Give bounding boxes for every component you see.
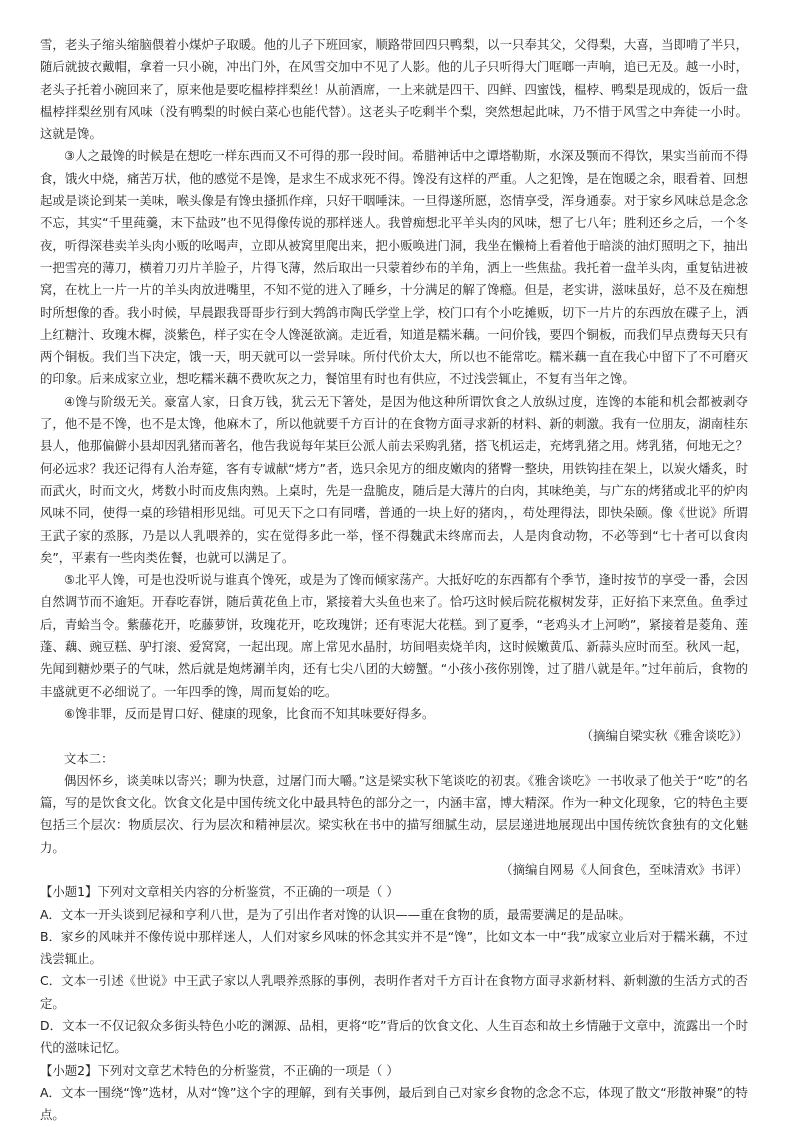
paragraph-6: ⑥馋非罪，反而是胃口好、健康的现象，比食而不知其味要好得多。 (64, 705, 435, 721)
question-2-stem: 【小题2】下列对文章艺术特色的分析鉴赏，不正确的一项是（ ） (40, 1062, 399, 1078)
source-citation-2: （摘编自网易《人间食色，至味清欢》书评） (500, 861, 748, 877)
question-1-stem: 【小题1】下列对文章相关内容的分析鉴赏，不正确的一项是（ ） (40, 884, 399, 900)
question-1-option-c: C．文本一引述《世说》中王武子家以人乳喂养烝豚的事例，表明作者对千方百计在食物方面寻求新材料、新刺激的生活方式的否定。 (40, 973, 748, 1011)
paragraph-3: ③人之最馋的时候是在想吃一样东西而又不可得的那一段时间。希腊神话中之谭塔勒斯，水深及颚而不得饮，果实当前而不得食，饿火中烧，痛苦万状，他的感觉不是馋，是求生不成求死不得。馋没有这样的严重。人之犯馋，是在饱暖之余，眼看着、回想起或是谈论到某一美味，喉头像是有馋虫搔抓作痒，只好干咽唾沫。一旦得遂所愿，恣情享受，浑身通泰。对于家乡风味总是念念不忘，其实“千里莼羹，末下盐豉”也不见得像传说的那样迷人。我曾痴想北平羊头肉的风味，想了七八年；胜利还乡之后，一个冬夜，听得深巷卖羊头肉小贩的吆喝声，立即从被窝里爬出来，把小贩唤进门洞，我坐在懒椅上看着他于暗淡的油灯照明之下，抽出一把雪亮的薄刀，横着刀刃片羊脸子，片得飞薄，然后取出一只蒙着纱布的羊角，洒上一些焦盐。我托着一盘羊头肉，重复钻进被窝，在枕上一片一片的羊头肉放进嘴里，不知不觉的进入了睡乡，十分满足的解了馋瘾。但是，老实讲，滋味虽好，总不及在痴想时所想像的香。我小时候，早晨跟我哥哥步行到大鹁鸽市陶氏学堂上学，校门口有个小吃摊贩，切下一片片的东西放在碟子上，洒上红糖汁、玫瑰木樨，淡紫色，样子实在令人馋涎欲滴。走近看，知道是糯米藕。一问价钱，要四个铜板，而我们早点费每天只有两个铜板。我们当下决定，饿一天，明天就可以一尝异味。所付代价太大，所以也不能常吃。糯米藕一直在我心中留下了不可磨灭的印象。后来成家立业，想吃糯米藕不费吹灰之力，餐馆里有时也有供应，不过浅尝辄止，不复有当年之馋。 (40, 148, 748, 387)
text2-paragraph: 偶因怀乡，谈美味以寄兴；聊为快意，过屠门而大嚼。”这是梁实秋下笔谈吃的初衷。《雅舍谈吃》一书收录了他关于“吃”的名篇，写的是饮食文化。饮食文化是中国传统文化中最具特色的部分之一，内涵丰富，博大精深。作为一种文化现象，它的特色主要包括三个层次：物质层次、行为层次和精神层次。梁实秋在书中的描写细腻生动，层层递进地展现出中国传统饮食独有的文化魅力。 (40, 772, 748, 855)
question-1-option-a: A．文本一开头谈到尼禄和亨利八世，是为了引出作者对馋的认识——重在食物的质，最需要满足的是品味。 (40, 906, 631, 922)
text2-label: 文本二： (64, 750, 114, 766)
question-2-option-a: A．文本一围绕“馋”选材，从对“馋”这个字的理解，到有关事例，最后到自己对家乡食物的念念不忘，体现了散文“形散神聚”的特点。 (40, 1084, 748, 1123)
question-1-option-d: D．文本一不仅记叙众多街头特色小吃的渊源、品相，更将“吃”背后的饮食文化、人生百态和故土乡情融于文章中，流露出一个时代的滋味记忆。 (40, 1018, 748, 1056)
document-page (40, 34, 748, 1127)
paragraph-5: ⑤北平人馋，可是也没听说与谁真个馋死，或是为了馋而倾家荡产。大抵好吃的东西都有个季节，逢时按节的享受一番，会因自然调节而不逾矩。开春吃春饼，随后黄花鱼上市，紧接着大头鱼也来了。恰巧这时候后院花椒树发芽，正好掐下来烹鱼。鱼季过后，青蛤当令。紫藤花开，吃藤萝饼，玫瑰花开，吃玫瑰饼；还有枣泥大花糕。到了夏季，“老鸡头才上河哟”，紧接着是菱角、莲蓬、藕、豌豆糕、驴打滚、爱窝窝，一起出现。席上常见水晶肘，坊间唱卖烧羊肉，这时候嫩黄瓜、新蒜头应时而至。秋风一起，先闻到糖炒栗子的气味，然后就是炮烤涮羊肉，还有七尖八团的大螃蟹。“小孩小孩你别馋，过了腊八就是年。”过年前后，食物的丰盛就更不必细说了。一年四季的馋，周而复始的吃。 (40, 572, 748, 699)
paragraph-4: ④馋与阶级无关。豪富人家，日食万钱，犹云无下箸处，是因为他这种所谓饮食之人放纵过度，连馋的本能和机会都被剥夺了，他不是不馋，也不是太馋，他麻木了，所以他就要千方百计的在食物方面寻求新的材料、新的刺激。我有一位朋友，湖南桂东县人，他那偏僻小县却因乳猪而著名，他告我说每年某巨公派人前去采购乳猪，搭飞机运走，充烤乳猪之用。烤乳猪，何地无之？何必远求？我还记得有人治寿筵，客有专诚献“烤方”者，选只余见方的细皮嫩肉的猪臀一整块，用铁钩挂在架上，以炭火燔炙，时而武火，时而文火，烤数小时而皮焦肉熟。上桌时，先是一盘脆皮，随后是大薄片的白肉，其味绝美，与广东的烤猪或北平的炉肉风味不同，使得一桌的珍错相形见绌。可见天下之口有同嗜，普通的一块上好的猪肉，，苟处理得法，即快朵颐。像《世说》所谓王武子家的烝豚，乃是以人乳喂养的，实在觉得多此一举，怪不得魏武未终席而去，人是肉食动物，不必等到“七十者可以食肉矣”，平素有一些肉类佐餐，也就可以满足了。 (40, 393, 748, 565)
source-citation-1: （摘编自梁实秋《雅舍谈吃》） (580, 728, 748, 744)
question-1-option-b: B．家乡的风味并不像传说中那样迷人，人们对家乡风味的怀念其实并不是“馋”，比如文本一中“我”成家立业后对于糯米藕，不过浅尝辄止。 (40, 928, 748, 967)
text1-continued-paragraph: 雪，老头子缩头缩脑偎着小煤炉子取暖。他的儿子下班回家，顺路带回四只鸭梨，以一只奉其父，父得梨，大喜，当即啃了半只，随后就披衣戴帽，拿着一只小碗，冲出门外，在风雪交加中不见了人影。他的儿子只听得大门哐啷一声响，追已无及。越一小时，老头子托着小碗回来了，原来他是要吃榅桲拌梨丝！从前酒席，一上来就是四干、四鲜、四蜜饯，榅桲、鸭梨是现成的，饭后一盘榅桲拌梨丝别有风味（没有鸭梨的时候白菜心也能代替）。这老头子吃剩半个梨，突然想起此味，乃不惜于风雪之中奔徒一小时。这就是馋。 (40, 37, 748, 142)
